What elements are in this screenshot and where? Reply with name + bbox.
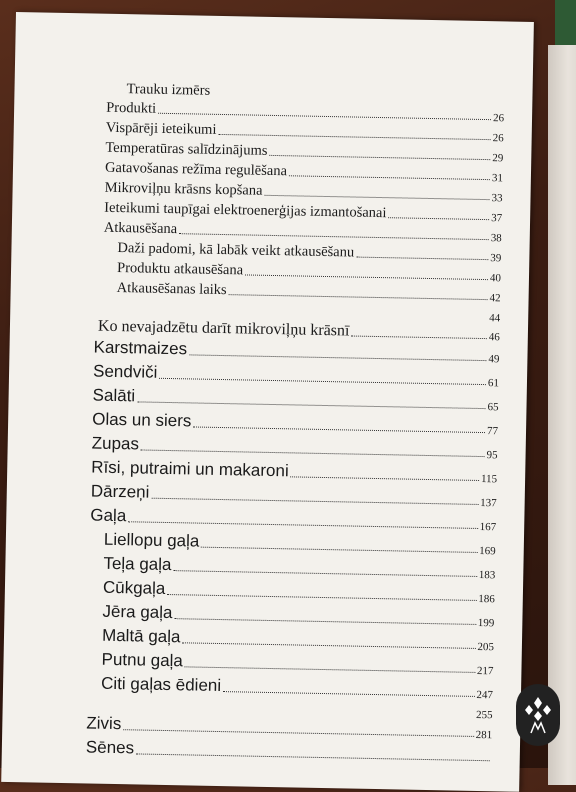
toc-entry-title: Maltā gaļa <box>102 626 181 648</box>
toc-entry-title: Rīsi, putraimi un makaroni <box>91 458 289 482</box>
toc-page-number <box>470 304 500 325</box>
toc-entry-page: 205 <box>477 641 494 653</box>
toc-entry-page: 186 <box>478 593 495 605</box>
toc-entry-title: Putnu gaļa <box>101 650 183 672</box>
toc-entry-page: 169 <box>479 545 496 557</box>
book-page <box>1 12 534 792</box>
toc-entry <box>91 458 497 486</box>
toc-entry <box>101 674 493 702</box>
dot-leader <box>229 293 488 300</box>
toc-entry-page: 65 <box>487 401 498 413</box>
dot-leader <box>269 154 490 160</box>
dot-leader <box>289 174 490 180</box>
toc-entry-title: Sendviči <box>93 362 158 383</box>
watermark-logo-icon <box>516 684 560 746</box>
toc-entry-title: Citi gaļas ēdieni <box>101 674 221 696</box>
facing-page-edge <box>548 45 576 785</box>
dot-leader <box>388 216 489 220</box>
toc-entry-title: Sēnes <box>86 737 135 758</box>
toc-entry-page: 49 <box>488 353 499 365</box>
toc-entry-page: 77 <box>487 425 498 437</box>
toc-entry-title: Ko nevajadzētu darīt mikroviļņu krāsnī <box>98 318 350 341</box>
toc-entry <box>101 650 493 678</box>
dot-leader <box>123 728 474 737</box>
toc-entry-page: 95 <box>486 449 497 461</box>
toc-entry-title: Atkausēšana <box>104 220 178 238</box>
toc-entry <box>103 578 495 606</box>
dot-leader <box>223 690 474 697</box>
dot-leader <box>189 353 486 361</box>
toc-entry-title: Karstmaizes <box>93 338 187 360</box>
table-of-contents <box>16 12 534 22</box>
toc-entry-title: Jēra gaļa <box>102 602 172 623</box>
toc-entry-title: Zivis <box>86 713 121 734</box>
toc-entry-page: 33 <box>491 192 502 204</box>
toc-entry-title: Gaļa <box>90 506 126 527</box>
dot-leader <box>291 475 479 481</box>
toc-entry <box>91 482 497 510</box>
dot-leader <box>351 334 487 339</box>
toc-entry-title: Teļa gaļa <box>103 554 171 575</box>
toc-entry-title: Ieteikumi taupīgai elektroenerģijas izmantošanai <box>104 200 387 222</box>
toc-entry <box>90 506 496 534</box>
dot-leader <box>174 617 476 625</box>
toc-entry <box>102 602 494 630</box>
dot-leader <box>356 256 488 261</box>
toc-entry-title: Dārzeņi <box>91 482 150 503</box>
dot-leader <box>137 400 485 409</box>
toc-entry <box>92 434 498 462</box>
toc-entry <box>93 362 499 390</box>
toc-entry <box>103 554 495 582</box>
dot-leader <box>245 273 488 280</box>
toc-entry-title: Gatavošanas režīma regulēšana <box>105 160 287 180</box>
toc-entry-page: 183 <box>479 569 496 581</box>
toc-entry-page: 44 <box>489 312 500 324</box>
toc-entry-title: Temperatūras salīdzinājums <box>105 140 267 160</box>
toc-entry-page: 29 <box>492 152 503 164</box>
toc-entry-page: 42 <box>489 292 500 304</box>
dot-leader <box>173 569 476 577</box>
toc-entry-page: 39 <box>490 252 501 264</box>
toc-entry-title: Produkti <box>106 100 156 118</box>
toc-page-number <box>462 701 492 722</box>
toc-entry-page: 40 <box>490 272 501 284</box>
toc-entry-page: 137 <box>480 497 497 509</box>
toc-entry-page: 38 <box>491 232 502 244</box>
toc-entry-title: Vispārēji ieteikumi <box>106 120 217 139</box>
toc-entry-page: 167 <box>480 521 497 533</box>
toc-entry-page: 37 <box>491 212 502 224</box>
toc-entry-page: 115 <box>481 473 497 485</box>
toc-entry-title: Produktu atkausēšana <box>117 260 243 279</box>
dot-leader <box>193 425 485 433</box>
dot-leader <box>201 546 477 553</box>
toc-entry-page: 247 <box>476 689 493 701</box>
toc-entry-page: 61 <box>488 377 499 389</box>
dot-leader <box>264 194 489 200</box>
toc-entry-page: 31 <box>492 172 503 184</box>
toc-entry-title: Atkausēšanas laiks <box>117 280 227 299</box>
dot-leader <box>167 593 476 601</box>
dot-leader <box>136 752 490 761</box>
toc-entry-title: Mikroviļņu krāsns kopšana <box>104 180 262 200</box>
dot-leader <box>128 520 478 529</box>
dot-leader <box>182 641 475 649</box>
toc-entry-title: Liellopu gaļa <box>104 530 200 552</box>
toc-entry-title: Daži padomi, kā labāk veikt atkausēšanu <box>117 240 354 262</box>
toc-entry-title: Olas un siers <box>92 410 192 432</box>
toc-entry <box>92 410 498 438</box>
toc-entry-title: Salāti <box>92 386 135 407</box>
toc-entry <box>86 737 492 765</box>
toc-entry-page: 255 <box>476 709 493 721</box>
toc-entry <box>104 530 496 558</box>
toc-entry-page: 46 <box>489 331 500 343</box>
toc-entry-page: 199 <box>478 617 495 629</box>
dot-leader <box>185 665 475 673</box>
toc-entry <box>92 386 498 414</box>
dot-leader <box>159 377 486 385</box>
dot-leader <box>141 448 485 457</box>
toc-entry-title: Zupas <box>92 434 140 455</box>
toc-entry-page: 217 <box>477 665 494 677</box>
dot-leader <box>151 497 478 505</box>
toc-entry-page: 26 <box>493 112 504 124</box>
toc-entry <box>86 713 492 741</box>
toc-entry-page: 281 <box>476 729 493 741</box>
toc-entry-title: Trauku izmērs <box>126 81 210 100</box>
toc-entry-page: 26 <box>493 132 504 144</box>
toc-entry-title: Cūkgaļa <box>103 578 166 599</box>
toc-entry <box>102 626 494 654</box>
